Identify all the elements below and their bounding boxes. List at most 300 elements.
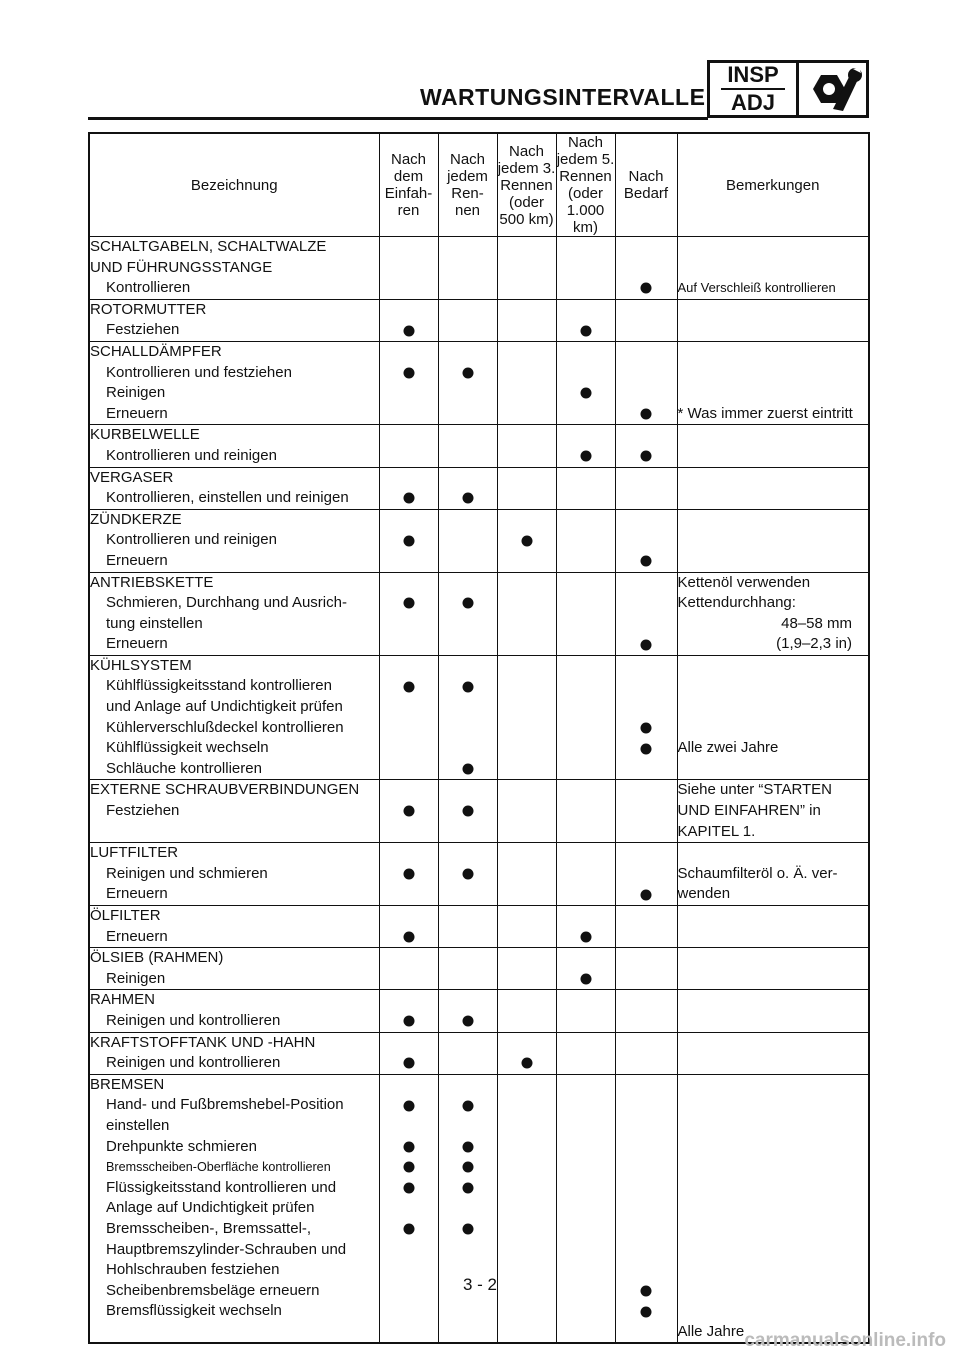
group-title: ZÜNDKERZE [90, 510, 182, 528]
interval-slot [498, 801, 556, 822]
interval-cell [438, 1032, 497, 1074]
interval-slot [557, 656, 615, 677]
interval-slot [557, 300, 615, 321]
interval-slot [616, 676, 677, 697]
interval-slot [439, 1075, 497, 1096]
remark-line: Kettenöl verwenden [677, 573, 811, 591]
remark-line [678, 363, 869, 384]
interval-slot [616, 237, 677, 258]
remarks-cell [677, 509, 869, 572]
remark-line [678, 320, 869, 341]
task-label: Hand- und Fußbremshebel-Position [106, 1096, 344, 1114]
interval-slot [439, 1053, 497, 1074]
interval-slot [439, 656, 497, 677]
interval-slot [557, 425, 615, 446]
interval-slot [616, 363, 677, 384]
interval-slot [380, 822, 438, 843]
interval-slot [498, 1198, 556, 1219]
interval-slot [616, 822, 677, 843]
interval-slot [616, 906, 677, 927]
col-header-remarks: Bemerkungen [677, 133, 869, 237]
interval-slot [616, 718, 677, 739]
interval-slot [616, 530, 677, 551]
interval-slot [498, 634, 556, 655]
remark-line: wenden [677, 885, 731, 903]
group-title: RAHMEN [90, 991, 156, 1009]
interval-slot [498, 488, 556, 509]
remarks-cell [677, 299, 869, 341]
remark-line [678, 843, 869, 864]
interval-slot [439, 510, 497, 531]
interval-mark [403, 1183, 414, 1194]
remark-line: Siehe unter “STARTEN [677, 781, 833, 799]
col-header-line: 500 km) [499, 210, 554, 228]
interval-slot [557, 1322, 615, 1343]
remark-line [678, 1116, 869, 1137]
col-header-line: Einfah- [384, 185, 433, 202]
remark-line [678, 969, 869, 990]
interval-slot [439, 300, 497, 321]
interval-slot [498, 1240, 556, 1261]
interval-cell [556, 906, 615, 948]
interval-slot [498, 383, 556, 404]
remark-line [678, 759, 869, 780]
interval-slot [616, 843, 677, 864]
interval-slot [498, 1219, 556, 1240]
interval-cell [497, 299, 556, 341]
group-title: KÜHLSYSTEM [90, 656, 192, 674]
remarks-cell [677, 906, 869, 948]
interval-cell [497, 572, 556, 655]
interval-slot [557, 404, 615, 425]
interval-cell [615, 906, 677, 948]
page-number: 3 - 2 [462, 1275, 498, 1294]
interval-slot [498, 1033, 556, 1054]
interval-slot [380, 927, 438, 948]
interval-slot [498, 614, 556, 635]
interval-slot [380, 1053, 438, 1074]
col-header-line: jedem 3. [497, 159, 556, 177]
interval-slot [380, 969, 438, 990]
interval-slot [557, 634, 615, 655]
remark-line: * Was immer zuerst eintritt [677, 404, 853, 422]
interval-slot [616, 969, 677, 990]
interval-slot [498, 237, 556, 258]
interval-slot [616, 1301, 677, 1322]
group-title: LUFTFILTER [90, 844, 179, 862]
task-label: Erneuern [106, 551, 168, 569]
interval-slot [557, 759, 615, 780]
remark-line [678, 990, 869, 1011]
interval-cell [497, 780, 556, 843]
remark-line [678, 1240, 869, 1261]
interval-slot [380, 614, 438, 635]
remark-line [678, 656, 869, 677]
interval-slot [439, 990, 497, 1011]
group-title: SCHALLDÄMPFER [90, 342, 222, 360]
interval-slot [498, 927, 556, 948]
interval-slot [439, 1240, 497, 1261]
task-label: Drehpunkte schmieren [106, 1137, 257, 1155]
interval-cell [438, 299, 497, 341]
interval-cell [438, 990, 497, 1032]
interval-slot [557, 1011, 615, 1032]
interval-slot [380, 1198, 438, 1219]
item-name-cell [89, 1032, 379, 1074]
interval-mark [403, 598, 414, 609]
remark-line: UND EINFAHREN” in [677, 802, 821, 820]
interval-mark [462, 869, 473, 880]
group-title: KURBELWELLE [90, 426, 200, 444]
interval-slot [439, 446, 497, 467]
remark-line [678, 1075, 869, 1096]
interval-slot [380, 1116, 438, 1137]
interval-slot [616, 551, 677, 572]
interval-slot [616, 884, 677, 905]
interval-slot [498, 948, 556, 969]
interval-slot [557, 573, 615, 594]
interval-slot [439, 1322, 497, 1343]
col-header-line: jedem 5. [556, 151, 615, 168]
remark-line [678, 906, 869, 927]
remark-line [678, 237, 869, 258]
interval-slot [380, 1075, 438, 1096]
interval-slot [380, 1301, 438, 1322]
interval-slot [557, 1075, 615, 1096]
interval-slot [557, 843, 615, 864]
interval-cell [556, 843, 615, 906]
interval-cell [556, 780, 615, 843]
interval-slot [498, 780, 556, 801]
remark-line [678, 342, 869, 363]
task-label: Erneuern [106, 927, 168, 945]
interval-cell [438, 341, 497, 424]
interval-cell [615, 1074, 677, 1343]
interval-slot [439, 1198, 497, 1219]
interval-slot [557, 676, 615, 697]
interval-cell [556, 1032, 615, 1074]
interval-slot [616, 425, 677, 446]
interval-slot [498, 320, 556, 341]
interval-mark [521, 1058, 532, 1069]
interval-cell [379, 780, 438, 843]
interval-mark [403, 1058, 414, 1069]
interval-slot [498, 1178, 556, 1199]
interval-mark [641, 743, 652, 754]
remarks-cell [677, 780, 869, 843]
interval-slot [557, 530, 615, 551]
interval-slot [498, 1075, 556, 1096]
interval-mark [403, 1224, 414, 1235]
interval-mark [580, 974, 591, 985]
task-label: Festziehen [106, 321, 180, 339]
table-row [89, 237, 869, 300]
interval-slot [498, 510, 556, 531]
interval-slot [616, 697, 677, 718]
remark-line [678, 1198, 869, 1219]
interval-slot [616, 1219, 677, 1240]
interval-slot [498, 573, 556, 594]
interval-slot [557, 1053, 615, 1074]
remark-line [678, 948, 869, 969]
table-row [89, 299, 869, 341]
task-label: Reinigen [106, 969, 166, 987]
task-label: Kontrollieren [106, 279, 191, 297]
interval-slot [498, 1011, 556, 1032]
interval-cell [615, 948, 677, 990]
remark-line [678, 1011, 869, 1032]
interval-slot [616, 948, 677, 969]
item-name-cell [89, 655, 379, 780]
remark-line [678, 1053, 869, 1074]
interval-slot [557, 884, 615, 905]
interval-slot [439, 237, 497, 258]
group-title: ANTRIEBSKETTE [90, 573, 214, 591]
interval-cell [556, 948, 615, 990]
interval-mark [462, 493, 473, 504]
interval-slot [439, 404, 497, 425]
interval-slot [439, 1011, 497, 1032]
interval-slot [439, 759, 497, 780]
group-title: UND FÜHRUNGSSTANGE [90, 258, 273, 276]
interval-slot [380, 278, 438, 299]
interval-slot [380, 446, 438, 467]
badge-top: INSP [727, 62, 779, 87]
interval-mark [403, 1100, 414, 1111]
interval-mark [403, 681, 414, 692]
interval-cell [615, 843, 677, 906]
interval-mark [403, 1162, 414, 1173]
col-header-name: Bezeichnung [89, 133, 379, 237]
interval-slot [439, 488, 497, 509]
interval-slot [557, 969, 615, 990]
interval-cell [556, 572, 615, 655]
interval-slot [616, 1137, 677, 1158]
interval-cell [438, 655, 497, 780]
col-header-line: Rennen [500, 176, 553, 194]
group-title: SCHALTGABELN, SCHALTWALZE [90, 238, 327, 255]
interval-cell [556, 467, 615, 509]
task-label: Anlage auf Undichtigkeit prüfen [106, 1199, 315, 1217]
interval-mark [580, 325, 591, 336]
interval-slot [439, 573, 497, 594]
interval-slot [439, 383, 497, 404]
group-title [90, 822, 379, 843]
interval-slot [380, 320, 438, 341]
interval-slot [616, 1116, 677, 1137]
task-label: einstellen [106, 1116, 170, 1134]
interval-slot [616, 1322, 677, 1343]
interval-slot [439, 1178, 497, 1199]
interval-slot [616, 1198, 677, 1219]
interval-cell [615, 655, 677, 780]
remark-line [678, 551, 869, 572]
remark-line [678, 676, 869, 697]
interval-slot [616, 446, 677, 467]
interval-slot [557, 363, 615, 384]
interval-cell [497, 948, 556, 990]
interval-slot [439, 1033, 497, 1054]
col-header-line: Nach [628, 168, 664, 185]
interval-slot [498, 446, 556, 467]
interval-slot [616, 320, 677, 341]
interval-slot [380, 801, 438, 822]
interval-slot [380, 258, 438, 279]
interval-slot [380, 759, 438, 780]
task-label: Bremsscheiben-, Bremssattel-, [106, 1219, 312, 1237]
task-label: Reinigen und kontrollieren [106, 1011, 281, 1029]
task-label: Kühlerverschlußdeckel kontrollieren [106, 718, 344, 736]
interval-slot [498, 404, 556, 425]
interval-mark [521, 535, 532, 546]
remark-line: Auf Verschleiß kontrollieren [677, 280, 836, 296]
remarks-cell [677, 425, 869, 467]
interval-slot [557, 488, 615, 509]
interval-slot [380, 884, 438, 905]
interval-slot [380, 342, 438, 363]
interval-slot [557, 1198, 615, 1219]
interval-mark [462, 367, 473, 378]
item-name-cell [89, 509, 379, 572]
group-title: VERGASER [90, 468, 174, 486]
remark-line [678, 718, 869, 739]
task-label: Erneuern [106, 635, 168, 653]
interval-cell [379, 299, 438, 341]
interval-cell [438, 780, 497, 843]
remark-line [678, 697, 869, 718]
table-header-row [89, 133, 869, 237]
interval-slot [557, 237, 615, 258]
interval-slot [616, 1178, 677, 1199]
remark-line [678, 300, 869, 321]
interval-slot [380, 780, 438, 801]
interval-slot [439, 948, 497, 969]
remark-line: Schaumfilteröl o. Ä. ver- [677, 864, 838, 882]
interval-cell [379, 1032, 438, 1074]
interval-slot [439, 738, 497, 759]
remark-line [678, 1178, 869, 1199]
interval-slot [380, 1219, 438, 1240]
col-header-as-required [615, 133, 677, 237]
remark-line [678, 468, 869, 489]
interval-slot [380, 697, 438, 718]
interval-slot [498, 1116, 556, 1137]
interval-slot [616, 780, 677, 801]
interval-slot [439, 927, 497, 948]
interval-slot [557, 718, 615, 739]
interval-slot [439, 593, 497, 614]
interval-slot [439, 614, 497, 635]
interval-slot [557, 864, 615, 885]
interval-slot [380, 383, 438, 404]
interval-slot [616, 738, 677, 759]
interval-slot [557, 1178, 615, 1199]
interval-slot [616, 634, 677, 655]
table-body [89, 237, 869, 1344]
interval-slot [380, 363, 438, 384]
remark-line: Alle zwei Jahre [677, 739, 779, 757]
interval-cell [379, 572, 438, 655]
col-header-line: nen [454, 202, 481, 219]
interval-slot [616, 488, 677, 509]
interval-slot [498, 884, 556, 905]
table-row [89, 843, 869, 906]
task-label: und Anlage auf Undichtigkeit prüfen [106, 698, 343, 716]
interval-mark [462, 806, 473, 817]
interval-slot [380, 1322, 438, 1343]
remarks-cell [677, 572, 869, 655]
group-title: KRAFTSTOFFTANK UND -HAHN [90, 1033, 316, 1051]
interval-slot [380, 864, 438, 885]
interval-slot [439, 425, 497, 446]
table-row [89, 1032, 869, 1074]
task-label: Schmieren, Durchhang und Ausrich- [106, 594, 347, 612]
interval-slot [439, 780, 497, 801]
wrench-bolt-icon [799, 63, 866, 115]
remark-line: (1,9–2,3 in) [776, 635, 852, 653]
item-name-cell [89, 948, 379, 990]
interval-slot [498, 1053, 556, 1074]
interval-cell [556, 509, 615, 572]
item-name-cell [89, 299, 379, 341]
interval-slot [557, 780, 615, 801]
interval-mark [641, 889, 652, 900]
interval-slot [439, 697, 497, 718]
interval-cell [556, 1074, 615, 1343]
interval-slot [557, 822, 615, 843]
interval-slot [557, 697, 615, 718]
col-header-every-5th-race [556, 133, 615, 237]
item-name-cell [89, 572, 379, 655]
interval-cell [497, 341, 556, 424]
interval-slot [380, 906, 438, 927]
remarks-cell [677, 1074, 869, 1343]
interval-slot [616, 1053, 677, 1074]
interval-slot [557, 1095, 615, 1116]
interval-cell [497, 843, 556, 906]
interval-slot [557, 510, 615, 531]
task-label: tung einstellen [106, 614, 203, 632]
interval-cell [438, 467, 497, 509]
interval-cell [497, 237, 556, 300]
interval-slot [439, 676, 497, 697]
item-name-cell [89, 1074, 379, 1343]
interval-cell [438, 906, 497, 948]
interval-slot [498, 593, 556, 614]
interval-slot [616, 990, 677, 1011]
interval-slot [557, 320, 615, 341]
interval-slot [380, 1240, 438, 1261]
table-row [89, 341, 869, 424]
remark-line [678, 425, 869, 446]
col-header-break-in [379, 133, 438, 237]
interval-slot [557, 258, 615, 279]
interval-mark [403, 367, 414, 378]
interval-slot [498, 1301, 556, 1322]
interval-slot [380, 1157, 438, 1178]
task-label: Hohlschrauben festziehen [106, 1261, 280, 1279]
interval-slot [557, 1240, 615, 1261]
remark-line [678, 1095, 869, 1116]
interval-slot [380, 656, 438, 677]
interval-mark [641, 722, 652, 733]
interval-cell [379, 237, 438, 300]
table-row [89, 509, 869, 572]
interval-cell [379, 509, 438, 572]
interval-slot [616, 468, 677, 489]
task-label: Bremsscheiben-Oberfläche kontrollieren [106, 1160, 331, 1175]
interval-slot [380, 634, 438, 655]
